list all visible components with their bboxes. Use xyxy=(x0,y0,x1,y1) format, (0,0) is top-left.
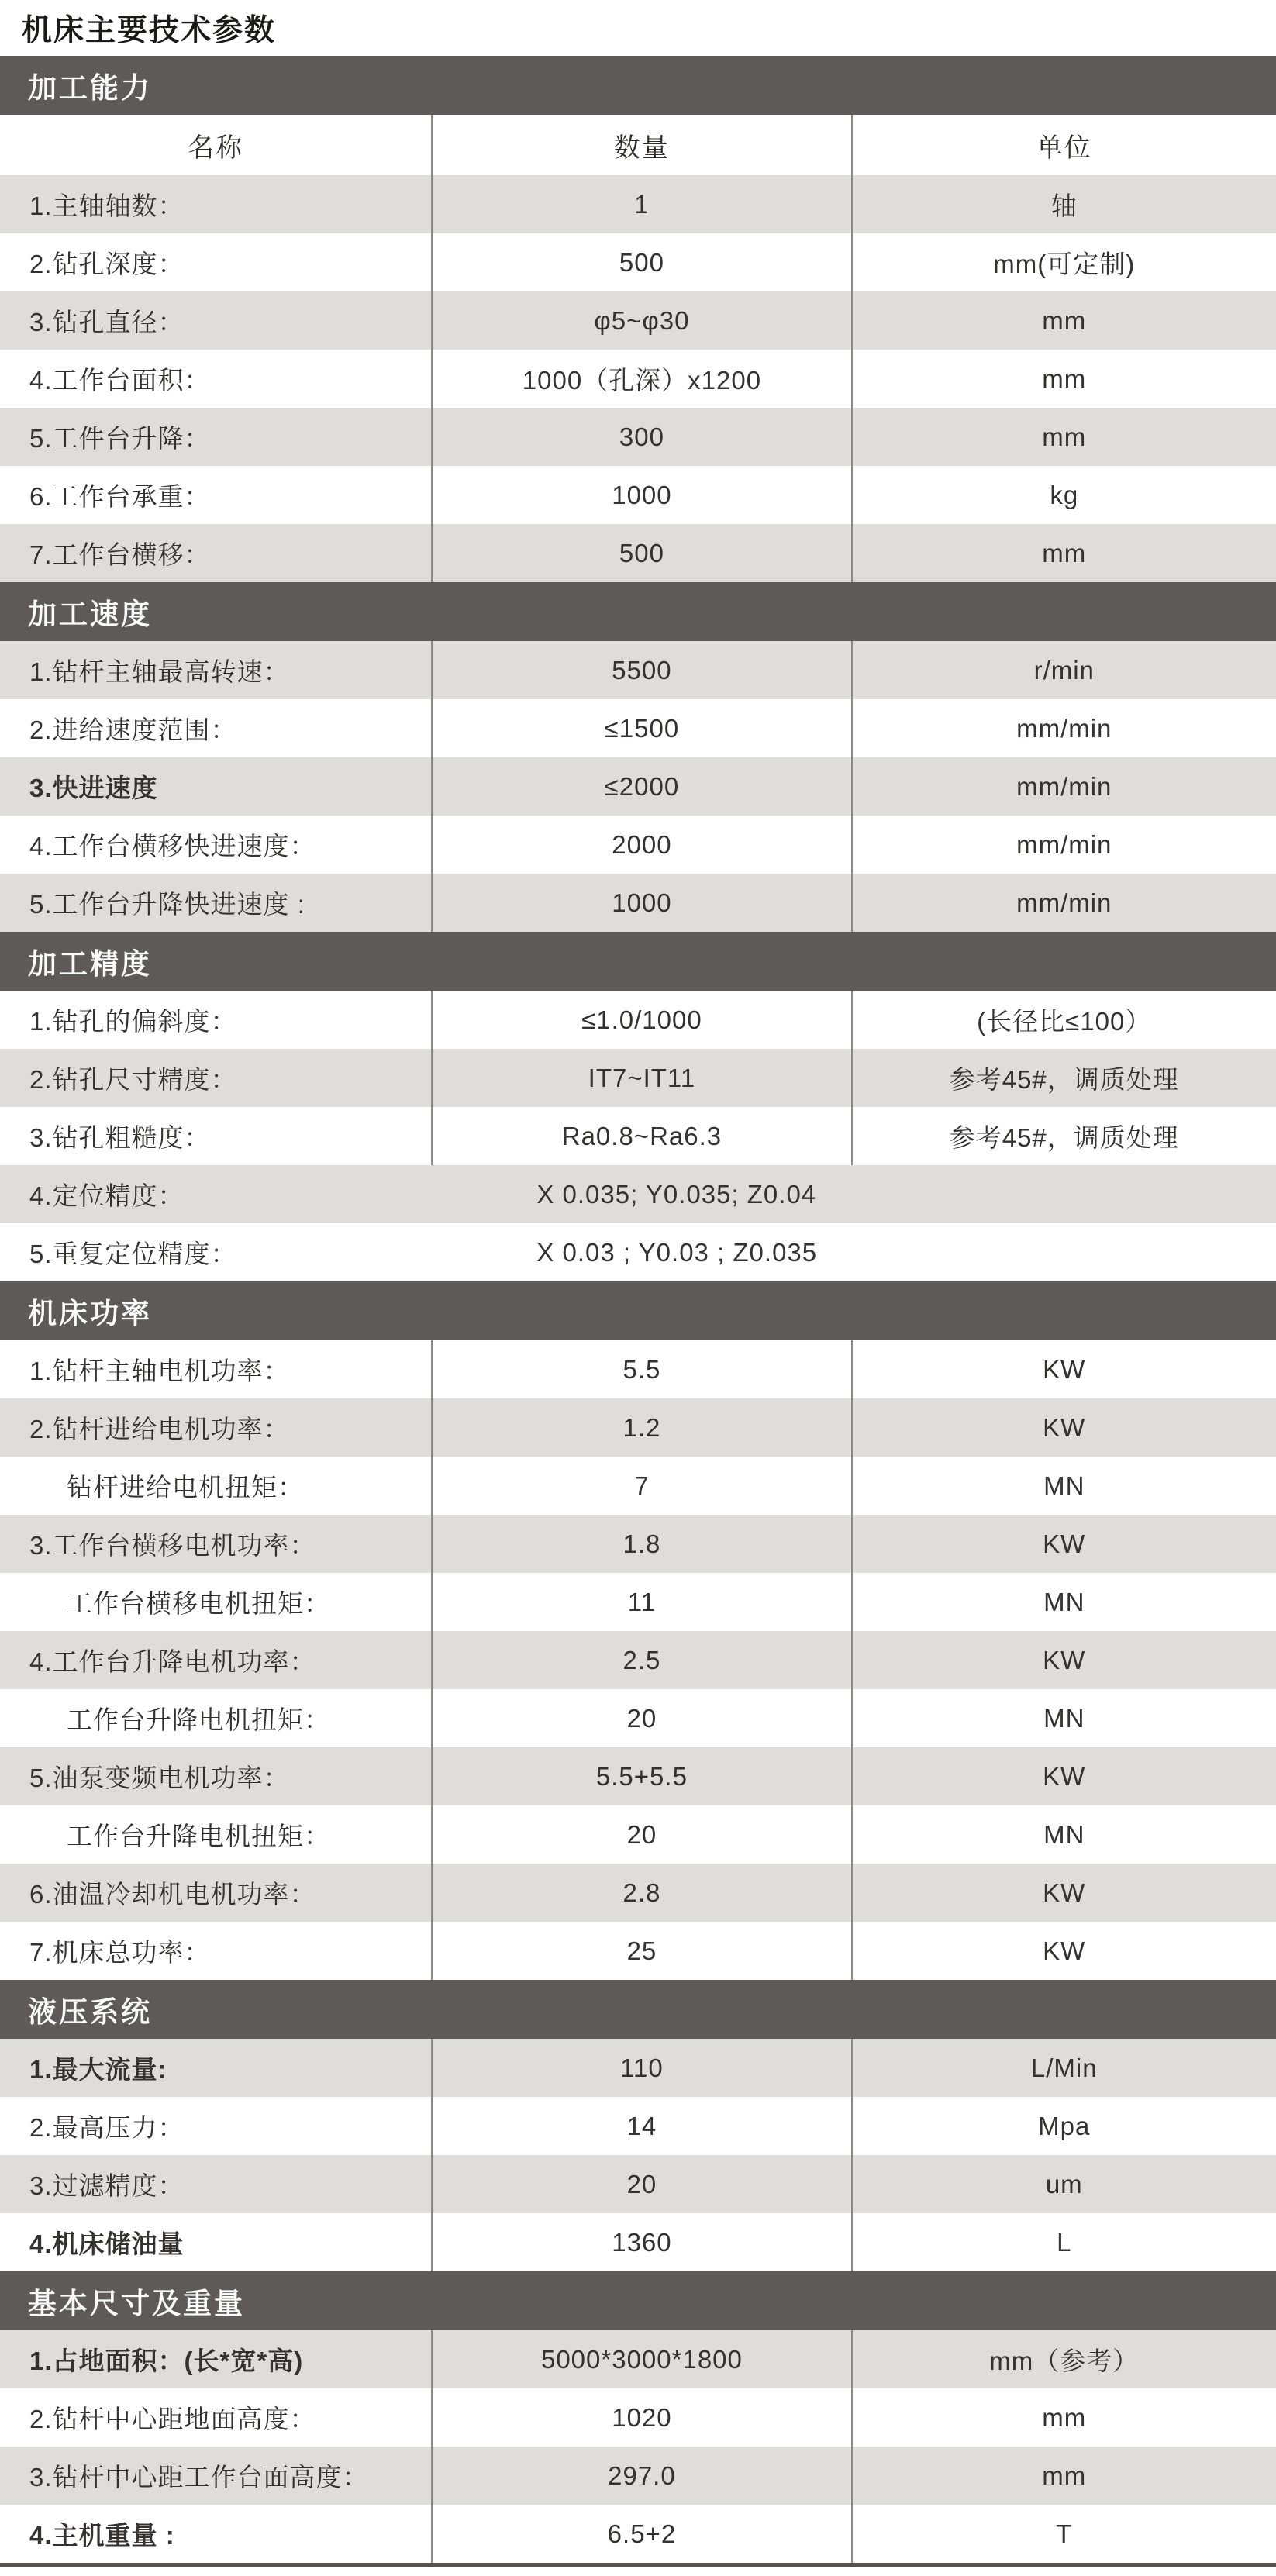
row-label: 4.工作台升降电机功率： xyxy=(29,1647,316,1676)
row-unit: mm/min xyxy=(1016,888,1112,917)
row-unit: 参考45#，调质处理 xyxy=(949,1065,1179,1094)
row-label: 4.定位精度： xyxy=(29,1181,185,1210)
row-label: 3.工作台横移电机功率： xyxy=(29,1531,316,1560)
row-unit: mm(可定制) xyxy=(993,250,1136,278)
row-value: 2.8 xyxy=(431,1864,852,1922)
table-row xyxy=(0,2330,1276,2388)
row-label: 5.油泵变频电机功率： xyxy=(29,1764,290,1792)
row-unit: (长径比≤100） xyxy=(977,1007,1152,1036)
row-unit: KW xyxy=(1043,1354,1086,1384)
table-row xyxy=(0,1689,1276,1747)
row-value: 11 xyxy=(431,1573,852,1631)
row-value: 1000 xyxy=(431,466,852,524)
row-label: 3.钻孔粗糙度： xyxy=(29,1123,211,1152)
row-unit: mm xyxy=(1042,364,1087,393)
table-row xyxy=(0,1573,1276,1631)
column-header: 名称 xyxy=(188,133,244,163)
table-row xyxy=(0,1340,1276,1398)
row-unit: mm xyxy=(1042,538,1087,567)
table-row xyxy=(0,2447,1276,2505)
row-value: 5500 xyxy=(431,641,852,699)
section-header: 加工能力 xyxy=(0,56,1276,115)
table-row xyxy=(0,1457,1276,1515)
row-value: 110 xyxy=(431,2039,852,2097)
row-label: 5.重复定位精度： xyxy=(29,1240,237,1268)
table-row xyxy=(0,641,1276,699)
table-row xyxy=(0,2155,1276,2213)
row-value: 14 xyxy=(431,2097,852,2155)
row-label: 3.钻杆中心距工作台面高度： xyxy=(29,2463,369,2492)
row-label: 2.钻孔尺寸精度： xyxy=(29,1065,237,1094)
table-row xyxy=(0,874,1276,932)
row-label: 2.钻孔深度： xyxy=(29,250,185,278)
row-unit: KW xyxy=(1043,1878,1086,1907)
row-unit: mm/min xyxy=(1016,771,1112,801)
table-row xyxy=(0,757,1276,816)
table-row xyxy=(0,1631,1276,1689)
row-unit: mm xyxy=(1042,2402,1087,2432)
row-unit: MN xyxy=(1043,1703,1085,1733)
row-label: 7.工作台横移： xyxy=(29,540,211,569)
row-value: ≤1500 xyxy=(431,699,852,757)
row-value: 5000*3000*1800 xyxy=(431,2330,852,2388)
row-label: 4.主机重量 : xyxy=(29,2521,175,2550)
table-row xyxy=(0,466,1276,524)
section-header: 加工速度 xyxy=(0,582,1276,641)
table-row xyxy=(0,2388,1276,2447)
row-value: 1020 xyxy=(431,2388,852,2447)
row-unit: MN xyxy=(1043,1819,1085,1849)
table-row xyxy=(0,291,1276,350)
row-value: 6.5+2 xyxy=(431,2505,852,2563)
row-label: 3.过滤精度： xyxy=(29,2171,185,2200)
row-label: 工作台升降电机扭矩： xyxy=(67,1822,330,1850)
row-label: 2.最高压力： xyxy=(29,2113,185,2142)
row-value: 1000 xyxy=(431,874,852,932)
table-row xyxy=(0,1398,1276,1457)
row-unit: mm/min xyxy=(1016,713,1112,743)
row-value: 5.5 xyxy=(431,1340,852,1398)
row-label: 1.最大流量: xyxy=(29,2055,167,2084)
table-row xyxy=(0,2505,1276,2563)
table-row xyxy=(0,699,1276,757)
page-title-bar xyxy=(0,0,1276,56)
table-row xyxy=(0,524,1276,582)
row-value: 1000（孔深）x1200 xyxy=(431,350,852,408)
table-row xyxy=(0,1805,1276,1864)
column-header: 数量 xyxy=(431,115,852,175)
row-label: 1.钻杆主轴最高转速： xyxy=(29,657,290,686)
row-unit: KW xyxy=(1043,1761,1086,1791)
table-row xyxy=(0,1223,1276,1281)
row-value: ≤2000 xyxy=(431,757,852,816)
row-label: 工作台升降电机扭矩： xyxy=(67,1705,330,1734)
section-header: 液压系统 xyxy=(0,1980,1276,2039)
row-label: 2.进给速度范围： xyxy=(29,716,237,744)
row-unit: MN xyxy=(1043,1471,1085,1500)
table-row xyxy=(0,2213,1276,2271)
table-row xyxy=(0,350,1276,408)
row-unit: mm（参考） xyxy=(989,2347,1140,2375)
row-value: 20 xyxy=(431,2155,852,2213)
row-label: 2.钻杆中心距地面高度： xyxy=(29,2405,316,2433)
table-row xyxy=(0,1165,1276,1223)
row-unit: T xyxy=(1056,2519,1073,2548)
row-unit: 参考45#，调质处理 xyxy=(949,1123,1179,1152)
row-value: 1.2 xyxy=(431,1398,852,1457)
table-row xyxy=(0,408,1276,466)
row-value: Ra0.8~Ra6.3 xyxy=(431,1107,852,1165)
row-value: 7 xyxy=(431,1457,852,1515)
row-label: 1.钻杆主轴电机功率： xyxy=(29,1357,290,1385)
row-unit: mm xyxy=(1042,305,1087,335)
row-value: 500 xyxy=(431,524,852,582)
row-unit: KW xyxy=(1043,1645,1086,1674)
table-row xyxy=(0,1922,1276,1980)
row-label: 工作台横移电机扭矩： xyxy=(67,1589,330,1618)
row-value: IT7~IT11 xyxy=(431,1049,852,1107)
row-value: 300 xyxy=(431,408,852,466)
table-row xyxy=(0,233,1276,291)
row-label: 4.机床储油量 xyxy=(29,2229,185,2258)
row-unit: r/min xyxy=(1033,655,1095,685)
row-unit: Mpa xyxy=(1038,2111,1091,2140)
row-value: φ5~φ30 xyxy=(431,291,852,350)
table-row xyxy=(0,1747,1276,1805)
row-label: 3.快进速度 xyxy=(29,774,158,802)
row-unit: mm xyxy=(1042,2460,1087,2490)
table-bottom-border xyxy=(0,2563,1276,2567)
row-value: 1360 xyxy=(431,2213,852,2271)
row-label: 5.工作台升降快进速度 : xyxy=(29,890,305,919)
row-label: 4.工作台横移快进速度： xyxy=(29,832,316,860)
row-value: 20 xyxy=(431,1805,852,1864)
row-label: 7.机床总功率： xyxy=(29,1938,211,1967)
row-unit: 轴 xyxy=(1050,191,1078,220)
row-unit: kg xyxy=(1050,480,1079,509)
row-label: 1.钻孔的偏斜度： xyxy=(29,1007,237,1036)
table-row xyxy=(0,2097,1276,2155)
table-row xyxy=(0,175,1276,233)
row-value: 5.5+5.5 xyxy=(431,1747,852,1805)
row-unit: mm/min xyxy=(1016,829,1112,859)
row-label: 3.钻孔直径： xyxy=(29,308,185,336)
row-label: 1.占地面积：(长*宽*高) xyxy=(29,2347,304,2375)
row-value: 1 xyxy=(431,175,852,233)
column-header-row xyxy=(0,115,1276,175)
row-value: 297.0 xyxy=(431,2447,852,2505)
table-row xyxy=(0,1107,1276,1165)
section-header: 加工精度 xyxy=(0,932,1276,991)
row-value: 2000 xyxy=(431,816,852,874)
row-value: 20 xyxy=(431,1689,852,1747)
row-label: 6.油温冷却机电机功率： xyxy=(29,1880,316,1909)
row-label: 1.主轴轴数： xyxy=(29,191,185,220)
column-header: 单位 xyxy=(1036,133,1092,163)
row-value: ≤1.0/1000 xyxy=(431,991,852,1049)
row-value: 25 xyxy=(431,1922,852,1980)
row-value: 1.8 xyxy=(431,1515,852,1573)
page-title: 机床主要技术参数 xyxy=(22,14,277,47)
table-row xyxy=(0,991,1276,1049)
row-label: 6.工作台承重： xyxy=(29,482,211,511)
row-label: 2.钻杆进给电机功率： xyxy=(29,1415,290,1443)
table-row xyxy=(0,2039,1276,2097)
row-unit: KW xyxy=(1043,1529,1086,1558)
row-value: X 0.03 ; Y0.03 ; Z0.035 xyxy=(536,1237,818,1267)
row-unit: MN xyxy=(1043,1587,1085,1616)
section-header: 机床功率 xyxy=(0,1281,1276,1340)
section-header: 基本尺寸及重量 xyxy=(0,2271,1276,2330)
row-unit: mm xyxy=(1042,422,1087,451)
row-unit: KW xyxy=(1043,1412,1086,1442)
row-unit: um xyxy=(1045,2169,1083,2198)
row-value: 2.5 xyxy=(431,1631,852,1689)
table-row xyxy=(0,1515,1276,1573)
table-row xyxy=(0,1049,1276,1107)
row-unit: L xyxy=(1057,2227,1072,2257)
row-unit: KW xyxy=(1043,1936,1086,1965)
row-label: 钻杆进给电机扭矩： xyxy=(67,1473,304,1502)
table-row xyxy=(0,816,1276,874)
spec-table xyxy=(0,56,1276,2563)
table-row xyxy=(0,1864,1276,1922)
row-label: 5.工件台升降： xyxy=(29,424,211,453)
row-label: 4.工作台面积： xyxy=(29,366,211,395)
row-value: X 0.035; Y0.035; Z0.04 xyxy=(536,1179,817,1209)
row-value: 500 xyxy=(431,233,852,291)
row-unit: L/Min xyxy=(1030,2053,1098,2082)
